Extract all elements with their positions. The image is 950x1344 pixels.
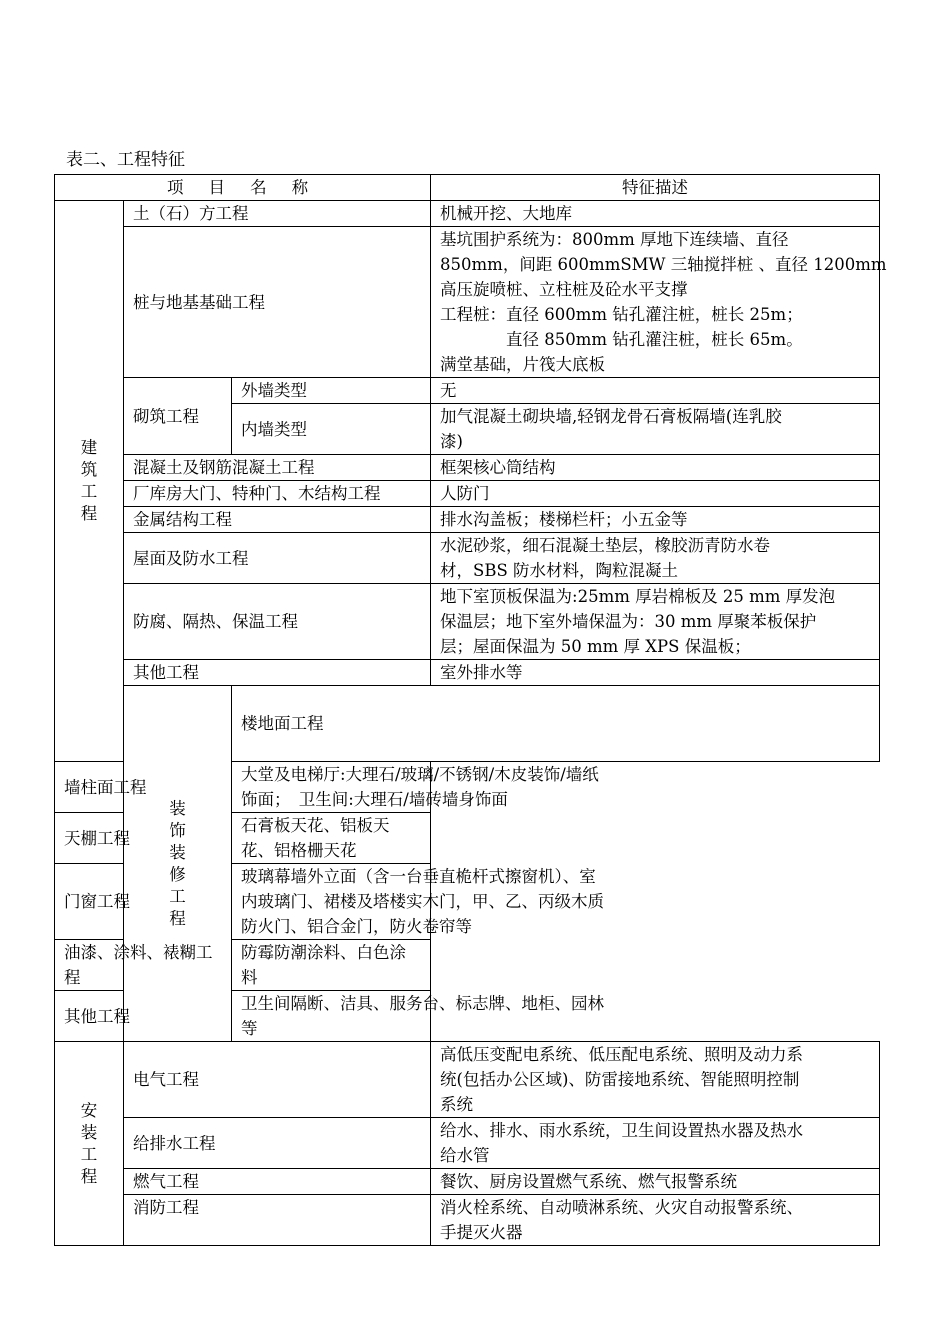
item-name: 桩与地基基础工程 [124,227,431,378]
category-installation: 安装工程 [55,1042,124,1246]
item-name: 油漆、涂料、裱糊工程 [55,940,232,991]
item-desc: 玻璃幕墙外立面（含一台垂直桅杆式擦窗机）、室 内玻璃门、裙楼及塔楼实木门，甲、乙、丙级木质 防火门、铝合金门，防火卷帘等 [232,864,431,940]
item-desc: 卫生间隔断、洁具、服务台、标志牌、地柜、园林 等 [232,991,431,1042]
item-name: 燃气工程 [124,1169,431,1195]
item-desc: 人防门 [431,481,880,507]
table-row [55,660,880,686]
table-row [55,991,880,1042]
table-row [55,455,880,481]
item-desc: 无 [431,378,880,404]
item-name: 电气工程 [124,1042,431,1118]
item-desc: 餐饮、厨房设置燃气系统、燃气报警系统 [431,1169,880,1195]
item-desc: 石膏板天花、铝板天花、铝格栅天花 [232,813,431,864]
item-desc: 机械开挖、大地库 [431,201,880,227]
item-desc: 消火栓系统、自动喷淋系统、火灾自动报警系统、 手提灭火器 [431,1195,880,1246]
item-desc: 大堂及电梯厅:大理石/玻璃/不锈钢/木皮装饰/墙纸 饰面； 卫生间:大理石/墙砖墙身饰面 [232,762,431,813]
table-header-row [55,175,880,201]
category-building: 建筑工程 [55,201,124,762]
header-feature-desc: 特征描述 [431,175,880,201]
item-desc: 基坑围护系统为：800mm 厚地下连续墙、直径 850mm，间距 600mmSMW 三轴搅拌桩 、直径 1200mm 高压旋喷桩、立柱桩及砼水平支撑 工程桩：直径 600mm 钻孔灌注桩，桩长 25m； 直径 850mm 钻孔灌注桩，桩长 65m。 满堂基础，片筏大底板 [431,227,880,378]
item-name: 消防工程 [124,1195,431,1246]
table-row [55,1195,880,1246]
item-name: 混凝土及钢筋混凝土工程 [124,455,431,481]
table-row [55,940,880,991]
engineering-features-table [54,174,887,1246]
table-row [55,533,880,584]
item-name: 门窗工程 [55,864,232,940]
item-name: 屋面及防水工程 [124,533,431,584]
item-name: 土（石）方工程 [124,201,431,227]
item-name: 给排水工程 [124,1118,431,1169]
category-decoration: 装饰装修工程 [124,686,232,1042]
header-item-name: 项 目 名 称 [55,175,431,201]
table-row [55,378,880,404]
sub-item-name: 内墙类型 [232,404,431,455]
item-desc: 防霉防潮涂料、白色涂料 [232,940,431,991]
item-desc: 水泥砂浆，细石混凝土垫层，橡胶沥青防水卷 材，SBS 防水材料，陶粒混凝土 [431,533,880,584]
item-name: 其他工程 [124,660,431,686]
item-name: 金属结构工程 [124,507,431,533]
item-name: 砌筑工程 [124,378,232,455]
table-row [55,1118,880,1169]
table-row [55,481,880,507]
table-row [55,1042,880,1118]
table-row [55,584,880,660]
item-name: 防腐、隔热、保温工程 [124,584,431,660]
table-row [55,686,880,762]
sub-item-name: 外墙类型 [232,378,431,404]
item-desc: 室外排水等 [431,660,880,686]
item-name: 厂库房大门、特种门、木结构工程 [124,481,431,507]
table-row [55,1169,880,1195]
item-desc: 排水沟盖板；楼梯栏杆；小五金等 [431,507,880,533]
table-row [55,227,880,378]
item-name: 楼地面工程 [232,686,880,762]
table-caption: 表二、工程特征 [66,150,185,170]
item-name: 墙柱面工程 [55,762,232,813]
item-desc: 给水、排水、雨水系统，卫生间设置热水器及热水 给水管 [431,1118,880,1169]
table-row [55,507,880,533]
item-desc: 地下室顶板保温为:25mm 厚岩棉板及 25 mm 厚发泡 保温层；地下室外墙保温为：30 mm 厚聚苯板保护 层；屋面保温为 50 mm 厚 XPS 保温板； [431,584,880,660]
item-desc: 框架核心筒结构 [431,455,880,481]
item-desc: 加气混凝土砌块墙,轻钢龙骨石膏板隔墙(连乳胶 漆) [431,404,880,455]
item-desc: 高低压变配电系统、低压配电系统、照明及动力系 统(包括办公区域)、防雷接地系统、智能照明控制 系统 [431,1042,880,1118]
table-row [55,201,880,227]
item-name: 其他工程 [55,991,232,1042]
item-name: 天棚工程 [55,813,232,864]
